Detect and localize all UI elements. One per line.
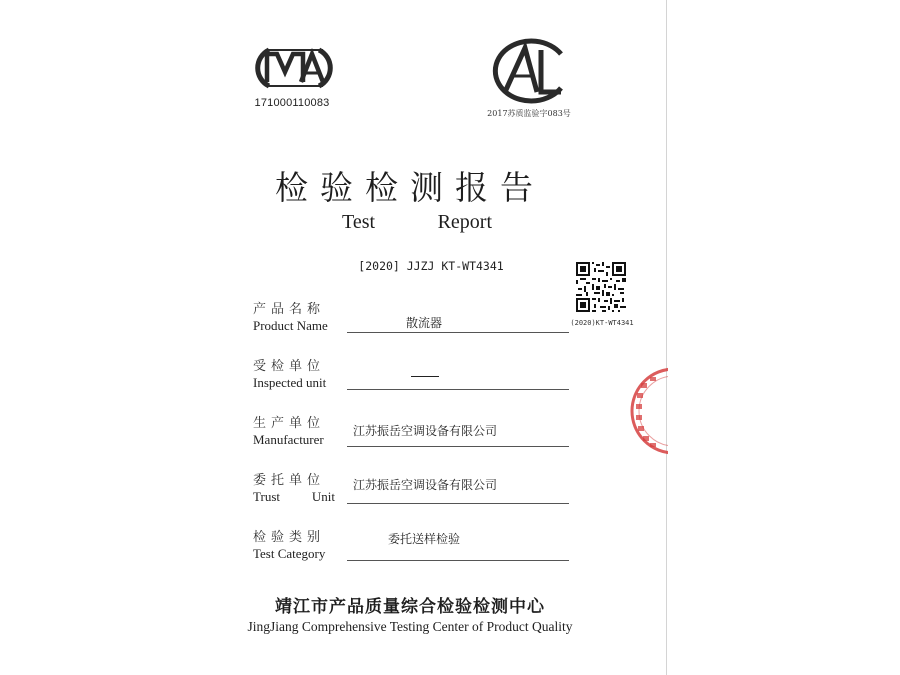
field-label-cn: 受检单位 (253, 359, 326, 374)
field-inspected-unit (253, 355, 573, 401)
field-label-en: Manufacturer (253, 432, 324, 447)
field-label-cn: 产品名称 (253, 302, 326, 317)
label-en-unit: Unit (311, 489, 335, 504)
field-product-name (253, 298, 573, 344)
title-en-test: Test (342, 211, 376, 233)
empty-value-dash (411, 376, 439, 377)
field-label-en: Test Category (253, 546, 326, 561)
cma-logo-icon (251, 44, 337, 92)
title-en-report: Report (437, 211, 492, 233)
field-manufacturer (253, 412, 573, 458)
label-en-trust: Trust (253, 489, 280, 504)
cal-logo-icon (485, 38, 573, 104)
field-label-en: Product Name (253, 318, 328, 333)
cma-number: 171000110083 (254, 97, 330, 109)
page-edge (666, 0, 667, 675)
report-number: [2020] JJZJ KT-WT4341 (358, 259, 504, 273)
field-value: 江苏振岳空调设备有限公司 (353, 478, 498, 492)
field-underline (347, 389, 569, 390)
field-label-cn: 检验类别 (253, 530, 326, 545)
field-underline (347, 332, 569, 333)
qr-caption: (2020)KT-WT4341 (570, 319, 634, 327)
field-label-cn: 生产单位 (253, 416, 326, 431)
field-label-en: Inspected unit (253, 375, 327, 390)
field-label-en (253, 489, 335, 505)
field-value: 委托送样检验 (387, 532, 460, 546)
field-underline (347, 446, 569, 447)
field-label-cn: 委托单位 (253, 473, 326, 488)
field-underline (347, 560, 569, 561)
cal-number: 2017苏质监验字083号 (487, 109, 571, 118)
field-underline (347, 503, 569, 504)
field-trust-unit (253, 469, 573, 515)
report-title-cn: 检验检测报告 (275, 168, 545, 207)
report-title-en (342, 211, 492, 234)
issuer-name-cn: 靖江市产品质量综合检验检测中心 (275, 597, 545, 617)
issuer-name-en: JingJiang Comprehensive Testing Center of Product Quality (247, 619, 573, 634)
field-value: 江苏振岳空调设备有限公司 (353, 424, 498, 438)
field-test-category (253, 526, 573, 572)
qr-code-icon (576, 262, 626, 312)
field-value: 散流器 (405, 316, 442, 330)
red-seal-stamp-icon (628, 365, 668, 457)
